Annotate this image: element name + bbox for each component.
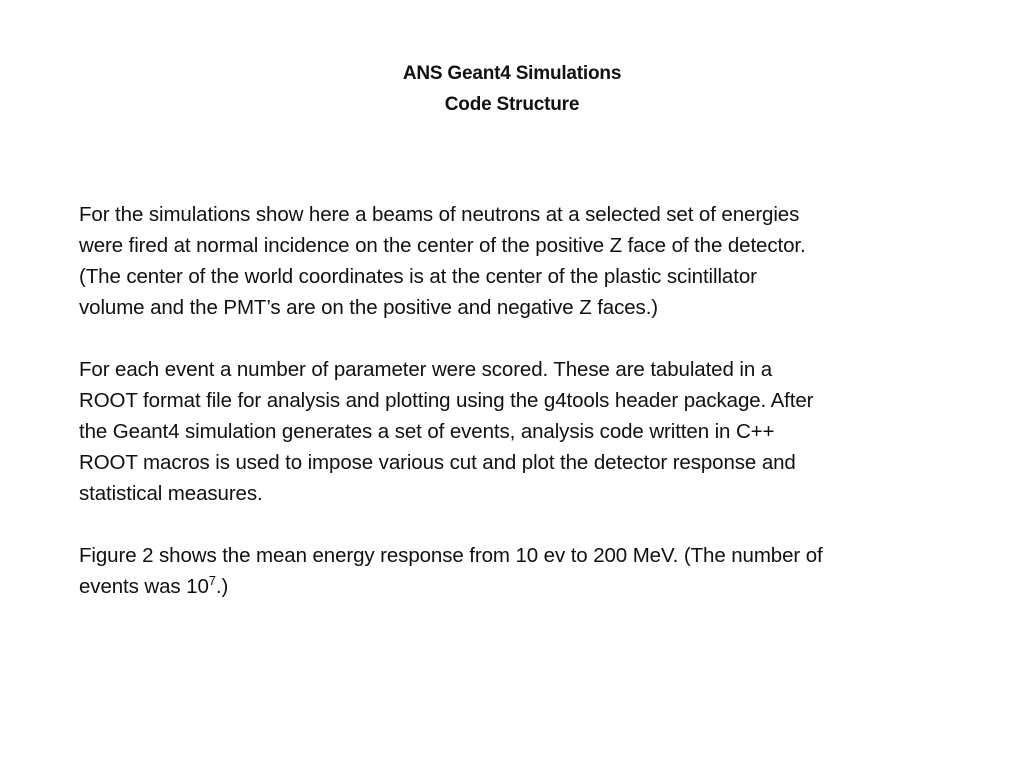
events-text: events was 10 — [79, 575, 209, 598]
paragraph-scoring — [79, 354, 959, 509]
paragraph-simulation-setup — [79, 199, 959, 323]
text-line: For each event a number of parameter were scored. These are tabulated in a — [79, 358, 773, 381]
exponent: 7 — [208, 573, 216, 588]
text-line: (The center of the world coordinates is at the center of the plastic scintillator — [79, 265, 757, 288]
text-line: ROOT format file for analysis and plotting using the g4tools header package. After — [79, 389, 814, 412]
text-line: For the simulations show here a beams of neutrons at a selected set of energies — [79, 203, 800, 226]
text-line: ROOT macros is used to impose various cut and plot the detector response and — [79, 451, 796, 474]
slide-title — [0, 58, 1024, 120]
title-line-1: ANS Geant4 Simulations — [402, 63, 622, 84]
slide-body — [79, 199, 959, 633]
events-suffix: .) — [215, 575, 229, 598]
text-line: Figure 2 shows the mean energy response from 10 ev to 200 MeV. (The number of — [79, 544, 823, 567]
paragraph-figure-2 — [79, 540, 959, 602]
title-line-2: Code Structure — [444, 94, 580, 115]
text-line: statistical measures. — [79, 482, 263, 505]
text-line: were fired at normal incidence on the center of the positive Z face of the detector. — [79, 234, 806, 257]
text-line: volume and the PMT’s are on the positive and negative Z faces.) — [79, 296, 659, 319]
text-line: the Geant4 simulation generates a set of events, analysis code written in C++ — [79, 420, 775, 443]
text-line-events — [79, 571, 959, 602]
